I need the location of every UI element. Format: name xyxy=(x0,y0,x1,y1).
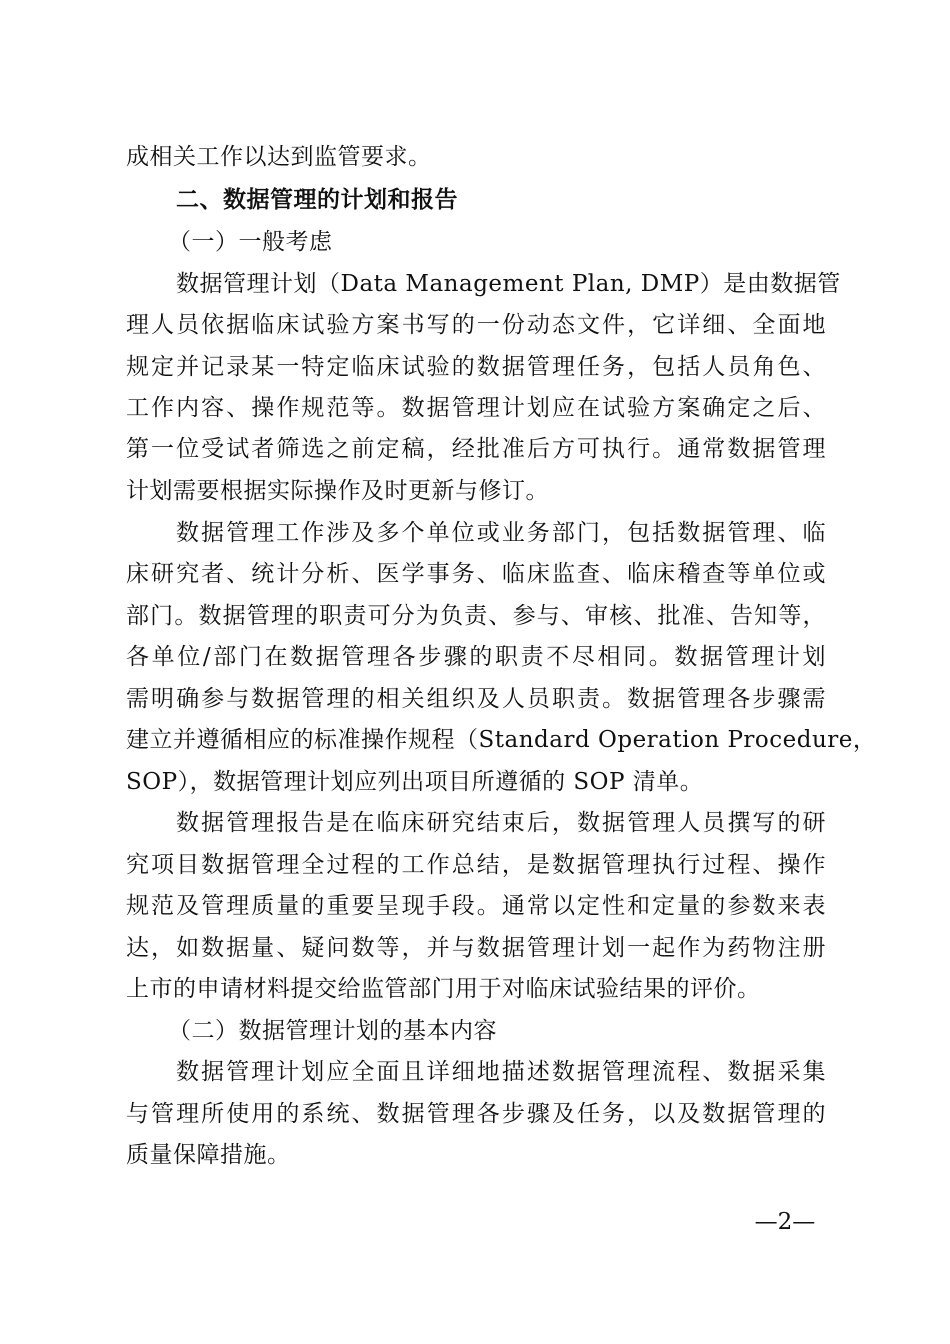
paragraph-line: 工作内容、操作规范等。数据管理计划应在试验方案确定之后、 xyxy=(126,395,826,421)
paragraph-line: 理人员依据临床试验方案书写的一份动态文件，它详细、全面地 xyxy=(126,312,826,338)
paragraph-line: 规范及管理质量的重要呈现手段。通常以定性和定量的参数来表 xyxy=(126,893,826,919)
paragraph-line: 床研究者、统计分析、医学事务、临床监查、临床稽查等单位或 xyxy=(126,561,826,587)
paragraph-line: 质量保障措施。 xyxy=(126,1142,291,1168)
paragraph-line: 达，如数据量、疑问数等，并与数据管理计划一起作为药物注册 xyxy=(126,935,826,961)
paragraph-line: 计划需要根据实际操作及时更新与修订。 xyxy=(126,478,549,504)
section-heading: 二、数据管理的计划和报告 xyxy=(176,187,458,213)
paragraph-line: SOP），数据管理计划应列出项目所遵循的 SOP 清单。 xyxy=(126,769,704,795)
paragraph-line: 各单位/部门在数据管理各步骤的职责不尽相同。数据管理计划 xyxy=(126,644,826,670)
subsection-heading: （二）数据管理计划的基本内容 xyxy=(168,1018,497,1044)
paragraph-line: 与管理所使用的系统、数据管理各步骤及任务，以及数据管理的 xyxy=(126,1101,826,1127)
subsection-heading: （一）一般考虑 xyxy=(168,229,333,255)
paragraph-line: 建立并遵循相应的标准操作规程（Standard Operation Procedure， xyxy=(126,727,877,753)
paragraph-line: 数据管理计划应全面且详细地描述数据管理流程、数据采集 xyxy=(176,1059,826,1085)
paragraph-line: 究项目数据管理全过程的工作总结，是数据管理执行过程、操作 xyxy=(126,852,826,878)
paragraph-line: 第一位受试者筛选之前定稿，经批准后方可执行。通常数据管理 xyxy=(126,436,826,462)
paragraph-line: 数据管理工作涉及多个单位或业务部门，包括数据管理、临 xyxy=(176,520,826,546)
paragraph-line: 规定并记录某一特定临床试验的数据管理任务，包括人员角色、 xyxy=(126,354,826,380)
paragraph-line: 部门。数据管理的职责可分为负责、参与、审核、批准、告知等， xyxy=(126,603,826,629)
paragraph-line: 成相关工作以达到监管要求。 xyxy=(126,144,432,170)
paragraph-line: 数据管理报告是在临床研究结束后，数据管理人员撰写的研 xyxy=(176,810,826,836)
paragraph-line: 上市的申请材料提交给监管部门用于对临床试验结果的评价。 xyxy=(126,976,761,1002)
paragraph-line: 需明确参与数据管理的相关组织及人员职责。数据管理各步骤需 xyxy=(126,686,826,712)
page-number: —2— xyxy=(754,1209,816,1235)
paragraph-line: 数据管理计划（Data Management Plan, DMP）是由数据管 xyxy=(176,271,841,297)
